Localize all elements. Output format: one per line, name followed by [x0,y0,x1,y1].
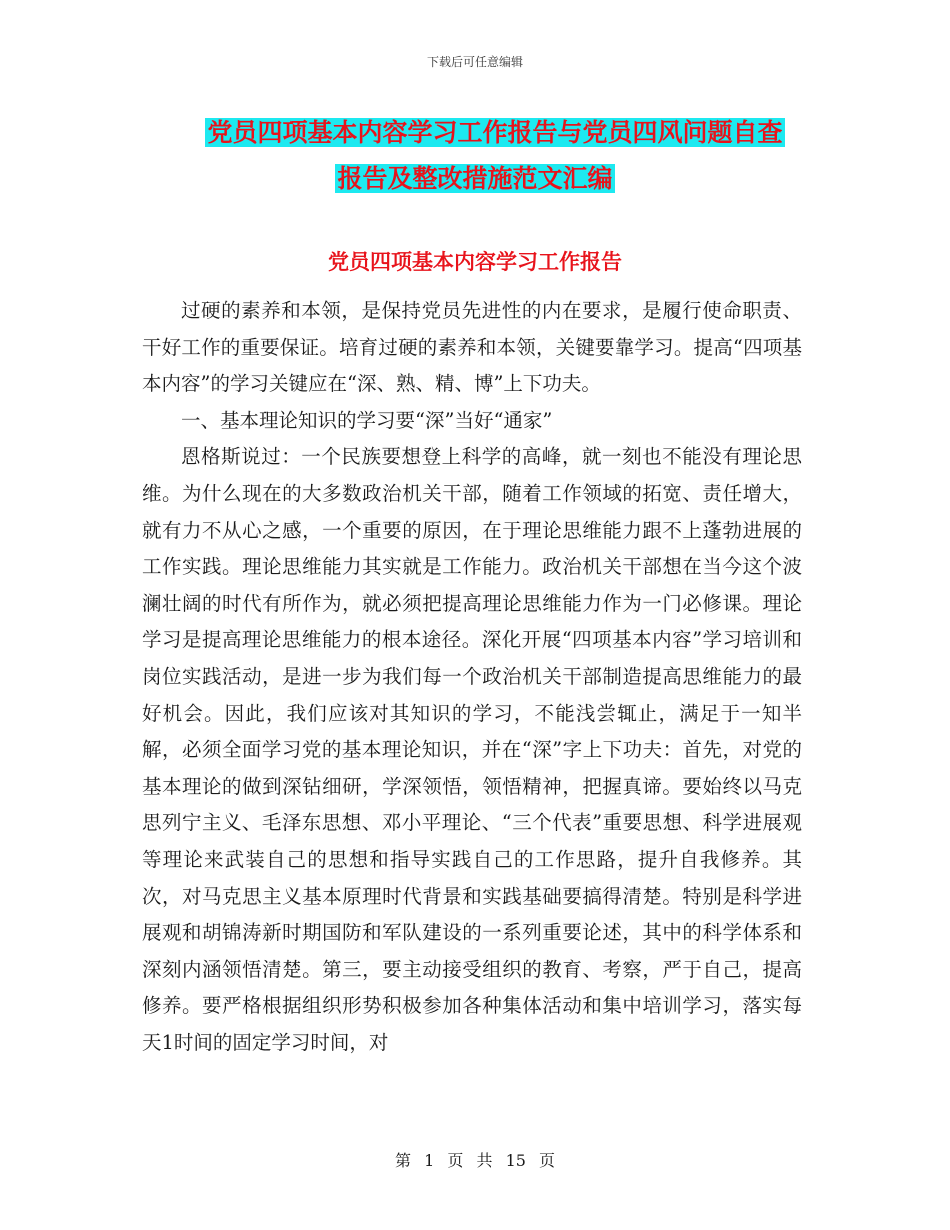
footer-label-unit: 页 [447,1151,464,1170]
footer-label-unit2: 页 [539,1151,556,1170]
footer-label-page: 第 [394,1151,411,1170]
document-body [142,293,802,1061]
header-note: 下载后可任意编辑 [426,55,523,69]
footer-label-total: 共 [476,1151,493,1170]
title-line-1: 党员四项基本内容学习工作报告与党员四风问题自查 [207,118,783,147]
section-title: 党员四项基本内容学习工作报告 [328,250,622,274]
document-title [0,110,950,202]
title-line-2: 报告及整改措施范文汇编 [337,164,613,193]
paragraph: 过硬的素养和本领，是保持党员先进性的内在要求，是履行使命职责、干好工作的重要保证。培育过硬的素养和本领，关键要靠学习。提高“四项基本内容”的学习关键应在“深、熟、精、博”上下功夫。 [142,299,802,396]
paragraph-heading: 一、基本理论知识的学习要“深”当好“通家” [181,408,553,432]
page-number: 1 [424,1151,435,1170]
page-footer [0,1148,950,1171]
paragraph: 恩格斯说过：一个民族要想登上科学的高峰，就一刻也不能没有理论思维。为什么现在的大多数政治机关干部，随着工作领域的拓宽、责任增大，就有力不从心之感，一个重要的原因，在于理论思维能力跟不上蓬勃进展的工作实践。理论思维能力其实就是工作能力。政治机关干部想在当今这个波澜壮阔的时代有所作为，就必须把提高理论思维能力作为一门必修课。理论学习是提高理论思维能力的根本途径。深化开展“四项基本内容”学习培训和岗位实践活动，是进一步为我们每一个政治机关干部制造提高思维能力的最好机会。因此，我们应该对其知识的学习，不能浅尝辄止，满足于一知半解，必须全面学习党的基本理论知识，并在“深”字上下功夫：首先，对党的基本理论的做到深钻细研，学深领悟，领悟精神，把握真谛。要始终以马克思列宁主义、毛泽东思想、邓小平理论、“三个代表”重要思想、科学进展观等理论来武装自己的思想和指导实践自己的工作思路，提升自我修养。其次，对马克思主义基本原理时代背景和实践基础要搞得清楚。特别是科学进展观和胡锦涛新时期国防和军队建设的一系列重要论述，其中的科学体系和深刻内涵领悟清楚。第三，要主动接受组织的教育、考察，严于自己，提高修养。要严格根据组织形势积极参加各种集体活动和集中培训学习，落实每天1时间的固定学习时间，对 [142,445,802,1054]
page-total: 15 [505,1151,526,1170]
